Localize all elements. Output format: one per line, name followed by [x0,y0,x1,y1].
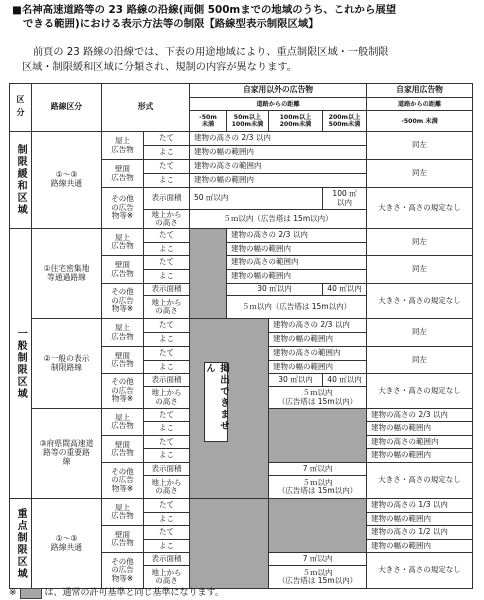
header-distance-1: -50m 未満 [190,111,227,132]
banned-label: 掲出できません [204,363,229,432]
form-wall: 壁面 広告物 [102,436,144,463]
regulation-table [9,83,473,589]
general2-private-wall: 同左 [367,347,473,374]
restricted-cell [269,499,367,553]
priority-private-wall-v: 建物の高さの 1/2 以内 [367,526,473,540]
form-area: 表示面積 [144,188,190,210]
zone-priority [10,499,32,589]
priority-private-rooftop-h: 建物の幅の範囲内 [367,513,473,526]
relaxed-private-rooftop: 同左 [367,132,473,160]
relaxed-wall-v: 建物の高さの範囲内 [190,160,367,174]
relaxed-area-far: 100 ㎡ 以内 [323,188,367,210]
route-relaxed: ①〜③ 路線共通 [32,132,102,229]
form-area: 表示面積 [144,374,190,387]
form-horizontal: よこ [144,174,190,188]
form-horizontal: よこ [144,243,190,256]
footer-mark: ※ [9,588,17,598]
gray-legend-swatch [20,588,42,599]
priority-private-wall-h: 建物の幅の範囲内 [367,540,473,553]
general3-private-other: 大きさ・高さの規定なし [367,463,473,499]
general3-private-wall-v: 建物の高さの範囲内 [367,436,473,449]
form-horizontal: よこ [144,361,190,374]
general2-area-main: 30 ㎡以内 [269,374,323,387]
header-distance-label: 道路からの距離 [190,98,367,111]
form-other: その他 の広告 物等※ [102,284,144,319]
header-non-private: 自家用以外の広告物 [190,84,367,98]
priority-private-rooftop-v: 建物の高さの 1/3 以内 [367,499,473,513]
general2-private-rooftop: 同左 [367,319,473,347]
priority-private-other: 大きさ・高さの規定なし [367,553,473,589]
general1-wall-v: 建物の高さの範囲内 [227,256,367,270]
relaxed-private-wall: 同左 [367,160,473,188]
title-line-1: ■名神高速道路等の 23 路線の沿線(両側 500mまでの地域のうち、これから展望 [12,4,397,16]
general2-height: ５ｍ以内 （広告塔は 15m以内） [269,387,367,409]
relaxed-private-other: 大きさ・高さの規定なし [367,188,473,229]
form-height: 地上から の高さ [144,387,190,409]
form-vertical: たて [144,256,190,270]
zone-general-name: 一般制限区域 [15,327,27,400]
header-route: 路線区分 [32,84,102,132]
header-distance-2: 50m以上 100m未満 [227,111,269,132]
zone-relaxed-name: 制限緩和区域 [15,144,27,216]
general1-area-far: 40 ㎡以内 [323,284,367,296]
header-private: 自家用広告物 [367,84,473,98]
header-private-distance-label: 道路からの距離 [367,98,473,111]
form-height: 地上から の高さ [144,476,190,499]
form-area: 表示面積 [144,553,190,566]
form-horizontal: よこ [144,449,190,463]
form-vertical: たて [144,436,190,449]
form-rooftop: 屋上 広告物 [102,132,144,160]
route-general-3: ③府県間高速道 路等の重要路 線 [32,409,102,499]
relaxed-wall-h: 建物の幅の範囲内 [190,174,367,188]
form-rooftop: 屋上 広告物 [102,229,144,256]
general2-rooftop-v: 建物の高さの 2/3 以内 [269,319,367,333]
form-other: その他 の広告 物等※ [102,463,144,499]
header-private-distance: -500m 未満 [367,111,473,132]
general1-private-wall: 同左 [367,256,473,284]
form-vertical: たて [144,526,190,540]
general1-height: ５ｍ以内（広告塔は 15m以内） [227,296,367,319]
intro-line-1: 前頁の 23 路線の沿線では、下表の用途地域により、重点制限区域・一般制限 [33,47,389,58]
form-height: 地上から の高さ [144,296,190,319]
general1-private-rooftop: 同左 [367,229,473,256]
general2-wall-v: 建物の高さの範囲内 [269,347,367,361]
route-priority: ①〜③ 路線共通 [32,499,102,589]
form-wall: 壁面 広告物 [102,256,144,284]
form-vertical: たて [144,409,190,422]
form-rooftop: 屋上 広告物 [102,319,144,347]
form-vertical: たて [144,319,190,333]
form-other: その他 の広告 物等※ [102,553,144,589]
relaxed-rooftop-v: 建物の高さの 2/3 以内 [190,132,367,146]
form-height: 地上から の高さ [144,566,190,589]
general3-area: 7 ㎡以内 [269,463,367,476]
header-distance-3: 100m以上 200m未満 [269,111,323,132]
form-other: その他 の広告 物等※ [102,188,144,229]
route-general-1: ①住宅密集地 等通過路線 [32,229,102,319]
form-wall: 壁面 広告物 [102,347,144,374]
form-vertical: たて [144,132,190,146]
general2-area-far: 40 ㎡以内 [323,374,367,387]
relaxed-area-main: 50 ㎡以内 [190,188,323,210]
general1-wall-h: 建物の幅の範囲内 [227,270,367,284]
header-distance-4: 200m以上 500m未満 [323,111,367,132]
form-other: その他 の広告 物等※ [102,374,144,409]
form-horizontal: よこ [144,540,190,553]
zone-general [10,229,32,499]
general1-private-other: 大きさ・高さの規定なし [367,284,473,319]
priority-area: 7 ㎡以内 [269,553,367,566]
priority-height: ５ｍ以内 （広告塔は 15m以内） [269,566,367,589]
form-horizontal: よこ [144,333,190,347]
form-wall: 壁面 広告物 [102,526,144,553]
form-area: 表示面積 [144,463,190,476]
restricted-cell [190,229,227,319]
footer-text: は、通常の許可基準と同じ基準になります。 [44,588,224,598]
form-area: 表示面積 [144,284,190,296]
title-line-2: できる範囲)における表示方法等の制限【路線型表示制限区域】 [23,18,319,30]
relaxed-rooftop-h: 建物の幅の範囲内 [190,146,367,160]
general2-private-other: 大きさ・高さの規定なし [367,374,473,409]
form-rooftop: 屋上 広告物 [102,409,144,436]
zone-priority-name: 重点制限区域 [15,507,27,580]
form-vertical: たて [144,499,190,513]
form-height: 地上から の高さ [144,210,190,229]
footer-note [9,588,224,599]
form-vertical: たて [144,160,190,174]
header-kubun-text: 区分 [16,94,26,121]
restricted-cell [190,499,269,589]
general2-wall-h: 建物の幅の範囲内 [269,361,367,374]
page-title [12,3,478,31]
general3-height: ５ｍ以内 （広告塔は 15m以内） [269,476,367,499]
route-general-2: ②一般の表示 制限路線 [32,319,102,409]
banned-label-box [204,362,228,442]
form-horizontal: よこ [144,422,190,436]
general1-area-main: 30 ㎡以内 [227,284,323,296]
general3-private-rooftop-h: 建物の幅の範囲内 [367,422,473,436]
form-horizontal: よこ [144,513,190,526]
general3-private-wall-h: 建物の幅の範囲内 [367,449,473,463]
general2-rooftop-h: 建物の幅の範囲内 [269,333,367,347]
general1-rooftop-v: 建物の高さの 2/3 以内 [227,229,367,243]
general1-rooftop-h: 建物の幅の範囲内 [227,243,367,256]
header-kubun [10,84,32,132]
form-horizontal: よこ [144,270,190,284]
restricted-cell [269,409,367,463]
form-wall: 壁面 広告物 [102,160,144,188]
intro-line-2: 区域・制限緩和区域に分類され、規制の内容が異なります。 [22,62,297,73]
form-vertical: たて [144,347,190,361]
intro-paragraph [22,45,478,75]
general3-private-rooftop-v: 建物の高さの 2/3 以内 [367,409,473,422]
form-vertical: たて [144,229,190,243]
relaxed-height: ５ｍ以内（広告塔は 15m以内） [190,210,367,229]
form-rooftop: 屋上 広告物 [102,499,144,526]
header-form: 形式 [102,84,190,132]
form-horizontal: よこ [144,146,190,160]
zone-relaxed [10,132,32,229]
